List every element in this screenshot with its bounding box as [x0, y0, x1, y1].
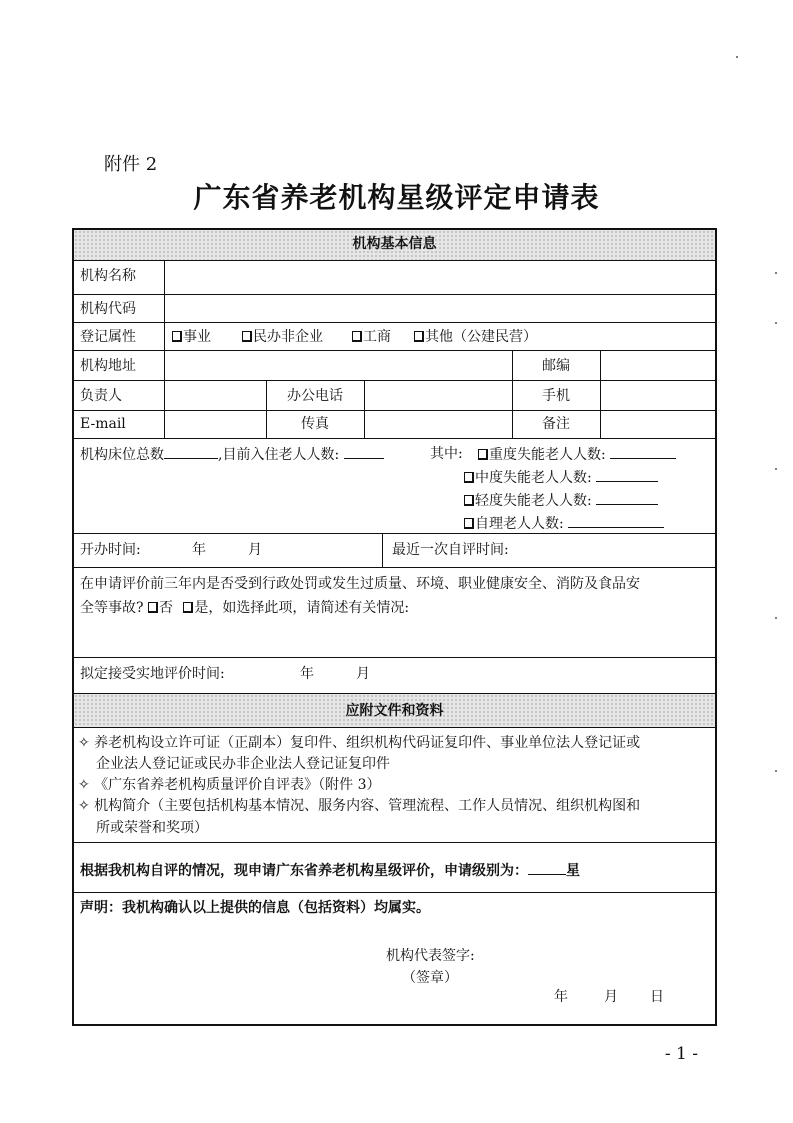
option-yes[interactable]	[183, 600, 409, 616]
label-remarks: 备注	[542, 416, 570, 432]
section-title-basic-info: 机构基本信息	[352, 236, 437, 252]
label-reg-attr: 登记属性	[80, 329, 136, 345]
option-label: 民办非企业	[253, 329, 323, 345]
option-no[interactable]	[148, 600, 173, 616]
office-phone-field[interactable]	[365, 381, 511, 409]
label-severe: 重度失能老人人数:	[489, 447, 606, 463]
star-level-input[interactable]	[528, 860, 566, 875]
person-in-charge-field[interactable]	[165, 381, 264, 409]
divider	[74, 322, 715, 323]
divider	[74, 842, 715, 843]
opening-month: 月	[248, 542, 262, 558]
attachment-item-1-line1: ✧ 养老机构设立许可证（正副本）复印件、组织机构代码证复印件、事业单位法人登记证或	[78, 735, 641, 751]
severe-disabled-row	[478, 444, 676, 465]
scan-speck	[775, 272, 777, 274]
apply-line	[80, 860, 580, 881]
planned-eval-year: 年	[300, 666, 314, 682]
label-person-in-charge: 负责人	[80, 388, 122, 404]
org-name-field[interactable]	[165, 261, 715, 293]
label-org-code: 机构代码	[80, 301, 136, 317]
label-last-self-eval: 最近一次自评时间:	[392, 542, 509, 558]
checkbox-icon	[148, 602, 158, 613]
accident-question-line2	[80, 598, 409, 618]
label-office-phone: 办公电话	[287, 388, 343, 404]
divider	[74, 892, 715, 893]
option-label: 否	[158, 600, 173, 616]
scan-speck	[775, 322, 777, 324]
checkbox-icon	[352, 331, 362, 342]
divider	[74, 533, 715, 534]
label-self-care: 自理老人人数:	[475, 516, 564, 532]
application-form	[72, 228, 717, 1026]
option-other[interactable]	[414, 327, 537, 347]
mild-disabled-row	[464, 490, 658, 511]
declaration-text: 声明：我机构确认以上提供的信息（包括资料）均属实。	[80, 900, 430, 916]
divider	[74, 438, 715, 439]
checkbox-icon	[172, 331, 182, 342]
severe-count-input[interactable]	[610, 444, 676, 459]
divider	[382, 533, 383, 567]
self-care-count-input[interactable]	[568, 513, 664, 528]
remarks-field[interactable]	[601, 411, 715, 437]
label-fax: 传真	[301, 416, 329, 432]
divider	[74, 657, 715, 658]
checkbox-icon	[242, 331, 252, 342]
label-total-beds: 机构床位总数	[80, 447, 164, 463]
moderate-disabled-row	[464, 467, 658, 488]
checkbox-icon	[414, 331, 424, 342]
scan-speck	[775, 617, 777, 619]
label-mild: 轻度失能老人人数:	[475, 493, 592, 509]
option-label: 是，如选择此项，请简述有关情况:	[194, 600, 410, 616]
checkbox-icon[interactable]	[464, 518, 474, 529]
mobile-field[interactable]	[601, 381, 715, 409]
scan-speck	[775, 770, 777, 772]
opening-year: 年	[192, 542, 206, 558]
annex-label: 附件 2	[104, 154, 158, 175]
declaration-year: 年	[554, 989, 568, 1005]
scan-speck	[736, 56, 738, 58]
attachment-item-3-line2: 所或荣誉和奖项）	[96, 820, 208, 836]
attachment-item-2: ✧ 《广东省养老机构质量评价自评表》（附件 3）	[78, 777, 381, 793]
apply-text: 根据我机构自评的情况，现申请广东省养老机构星级评价，申请级别为：	[80, 863, 528, 879]
label-opening-time: 开办时间:	[80, 542, 141, 558]
option-label: 其他（公建民营）	[425, 329, 537, 345]
label-planned-eval: 拟定接受实地评价时间:	[80, 666, 225, 682]
section-title-attachments: 应附文件和资料	[345, 703, 444, 719]
divider	[74, 727, 715, 728]
label-org-name: 机构名称	[80, 268, 136, 284]
option-public-institution[interactable]	[172, 327, 211, 347]
divider	[74, 567, 715, 568]
planned-eval-month: 月	[356, 666, 370, 682]
fax-field[interactable]	[365, 411, 511, 437]
option-commercial[interactable]	[352, 327, 391, 347]
checkbox-icon	[183, 602, 193, 613]
checkbox-icon[interactable]	[478, 449, 488, 460]
org-code-field[interactable]	[165, 295, 715, 321]
option-label: 事业	[183, 329, 211, 345]
moderate-count-input[interactable]	[596, 467, 658, 482]
total-beds-input[interactable]	[164, 444, 218, 459]
current-residents-input[interactable]	[344, 444, 384, 459]
self-care-row	[464, 513, 664, 534]
label-mobile: 手机	[542, 388, 570, 404]
scan-speck	[775, 468, 777, 470]
label-of-which: 其中:	[430, 446, 463, 462]
accident-question-line1: 在申请评价前三年内是否受到行政处罚或发生过质量、环境、职业健康安全、消防及食品安	[80, 576, 640, 592]
address-field[interactable]	[165, 351, 511, 379]
label-current-residents: ,目前入住老人人数:	[218, 447, 340, 463]
declaration-day: 日	[650, 989, 664, 1005]
divider	[164, 322, 165, 350]
page-number: - 1 -	[664, 1044, 698, 1064]
attachment-item-1-line2: 企业法人登记证或民办非企业法人登记证复印件	[96, 756, 390, 772]
mild-count-input[interactable]	[596, 490, 658, 505]
label-postcode: 邮编	[542, 358, 570, 374]
beds-line	[80, 444, 384, 465]
seal-label: （签章）	[402, 970, 458, 986]
accident-question-prefix: 全等事故?	[80, 600, 144, 616]
option-label: 工商	[363, 329, 391, 345]
postcode-field[interactable]	[601, 351, 715, 379]
rep-signature-label: 机构代表签字:	[386, 948, 475, 964]
label-moderate: 中度失能老人人数:	[475, 470, 592, 486]
email-field[interactable]	[165, 411, 264, 437]
label-address: 机构地址	[80, 358, 136, 374]
attachment-item-3-line1: ✧ 机构简介（主要包括机构基本情况、服务内容、管理流程、工作人员情况、组织机构图和	[78, 798, 641, 814]
label-email: E-mail	[80, 416, 126, 432]
checkbox-icon[interactable]	[464, 472, 474, 483]
form-title: 广东省养老机构星级评定申请表	[193, 181, 600, 214]
apply-suffix: 星	[566, 863, 580, 879]
option-private-nonprofit[interactable]	[242, 327, 323, 347]
checkbox-icon[interactable]	[464, 495, 474, 506]
declaration-month: 月	[604, 989, 618, 1005]
